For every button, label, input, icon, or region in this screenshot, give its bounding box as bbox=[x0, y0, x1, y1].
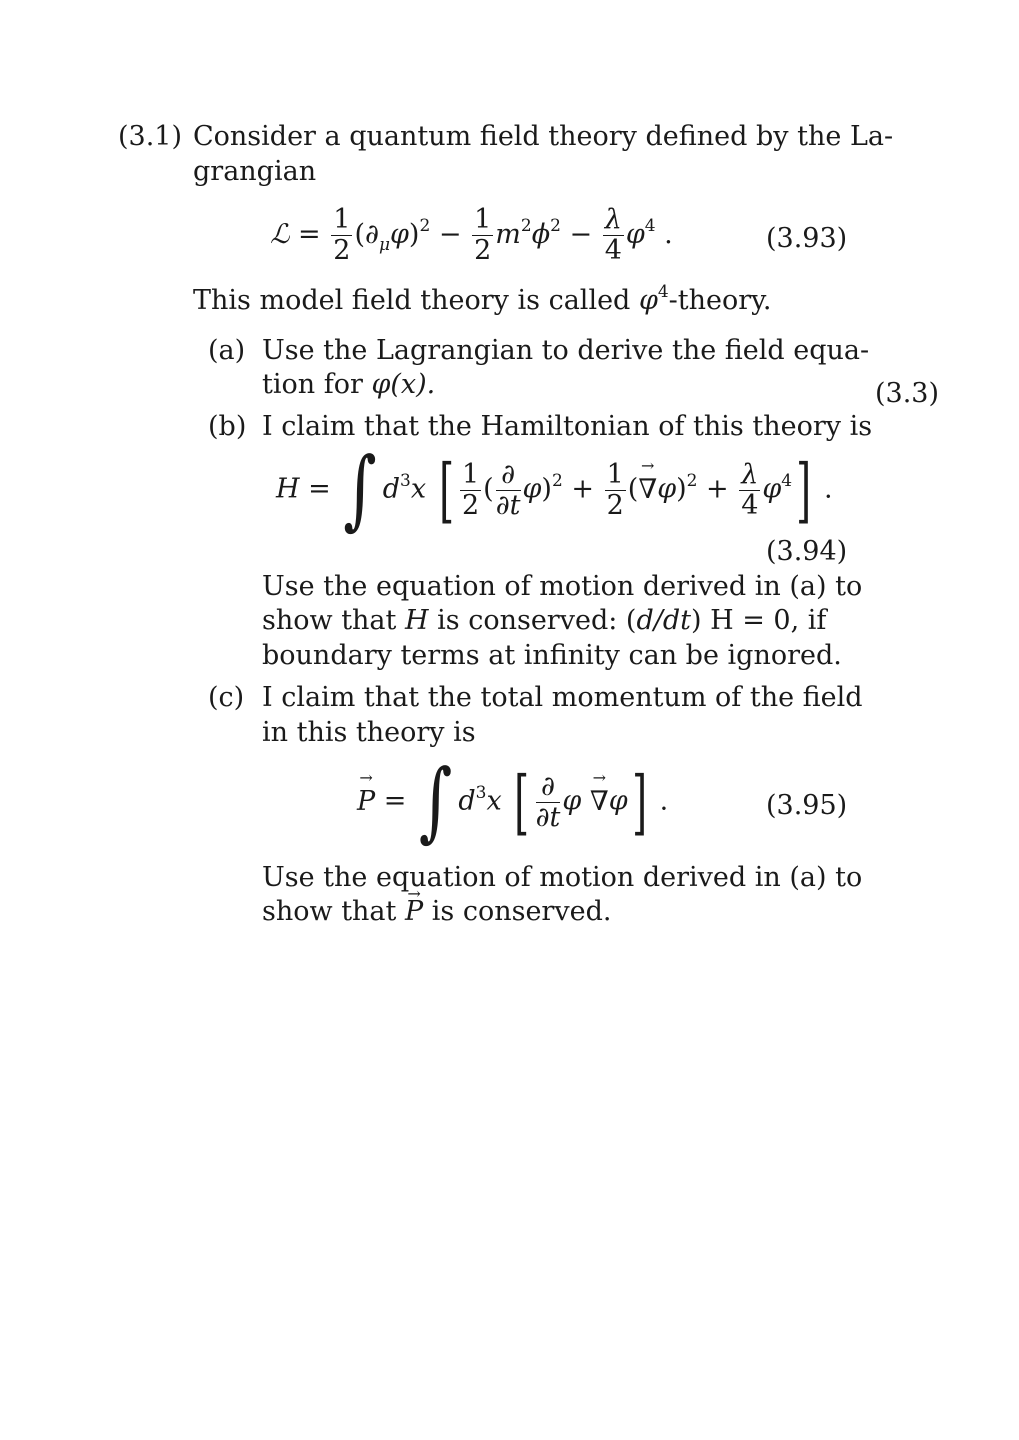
problem-intro-line2: grangian bbox=[193, 156, 317, 187]
equation-number: (3.93) bbox=[766, 223, 848, 254]
part-b-label: (b) bbox=[208, 411, 247, 442]
part-b-line1: I claim that the Hamiltonian of this theory is bbox=[262, 411, 873, 442]
part-b-after-line1: Use the equation of motion derived in (a) to bbox=[262, 571, 863, 602]
part-a-line1: Use the Lagrangian to derive the field equa- bbox=[262, 335, 870, 366]
part-c-after-line2: show that → P is conserved. bbox=[262, 895, 611, 929]
side-equation-number: (3.3) bbox=[875, 378, 940, 409]
part-c-after-line1: Use the equation of motion derived in (a) to bbox=[262, 862, 863, 893]
problem-number: (3.1) bbox=[118, 121, 183, 152]
part-b-after-line2: show that H is conserved: (d/dt) H = 0, if bbox=[262, 605, 827, 636]
equation-momentum: → P = ∫ $d^3x$ [ $\frac{\partial}{\partial t}$ φ → ∇φ] . bbox=[357, 767, 668, 837]
part-c-line1: I claim that the total momentum of the field bbox=[262, 682, 863, 713]
part-a-line2: tion for φ(x). bbox=[262, 369, 436, 400]
problem-intro-line1: Consider a quantum field theory defined by the La- bbox=[193, 121, 894, 152]
equation-number: (3.95) bbox=[766, 790, 848, 821]
equation-number: (3.94) bbox=[766, 536, 848, 567]
model-description: This model field theory is called $\varphi^4$-theory. bbox=[193, 282, 772, 316]
equation-hamiltonian: H = ∫ $d^3x$ [ $\frac{1}{2}$ ( $\frac{\partial}{\partial t}$ φ)$^2$ + $\frac{1}{2}$ (→ ∇φ)$^2$ + $\frac{\lambda}{4}$ $\varphi^4$] . bbox=[276, 455, 833, 525]
part-b-after-line3: boundary terms at infinity can be ignored. bbox=[262, 640, 842, 671]
part-c-line2: in this theory is bbox=[262, 717, 476, 748]
part-c-label: (c) bbox=[208, 682, 245, 713]
part-a-label: (a) bbox=[208, 335, 246, 366]
equation-lagrangian: ℒ = $\frac{1}{2}$ $(\partial_\mu\varphi)^2$ − $\frac{1}{2}$ $m^2\phi^2$ − $\frac{\lambda}{4}$ $\varphi^4$ . bbox=[270, 204, 673, 266]
